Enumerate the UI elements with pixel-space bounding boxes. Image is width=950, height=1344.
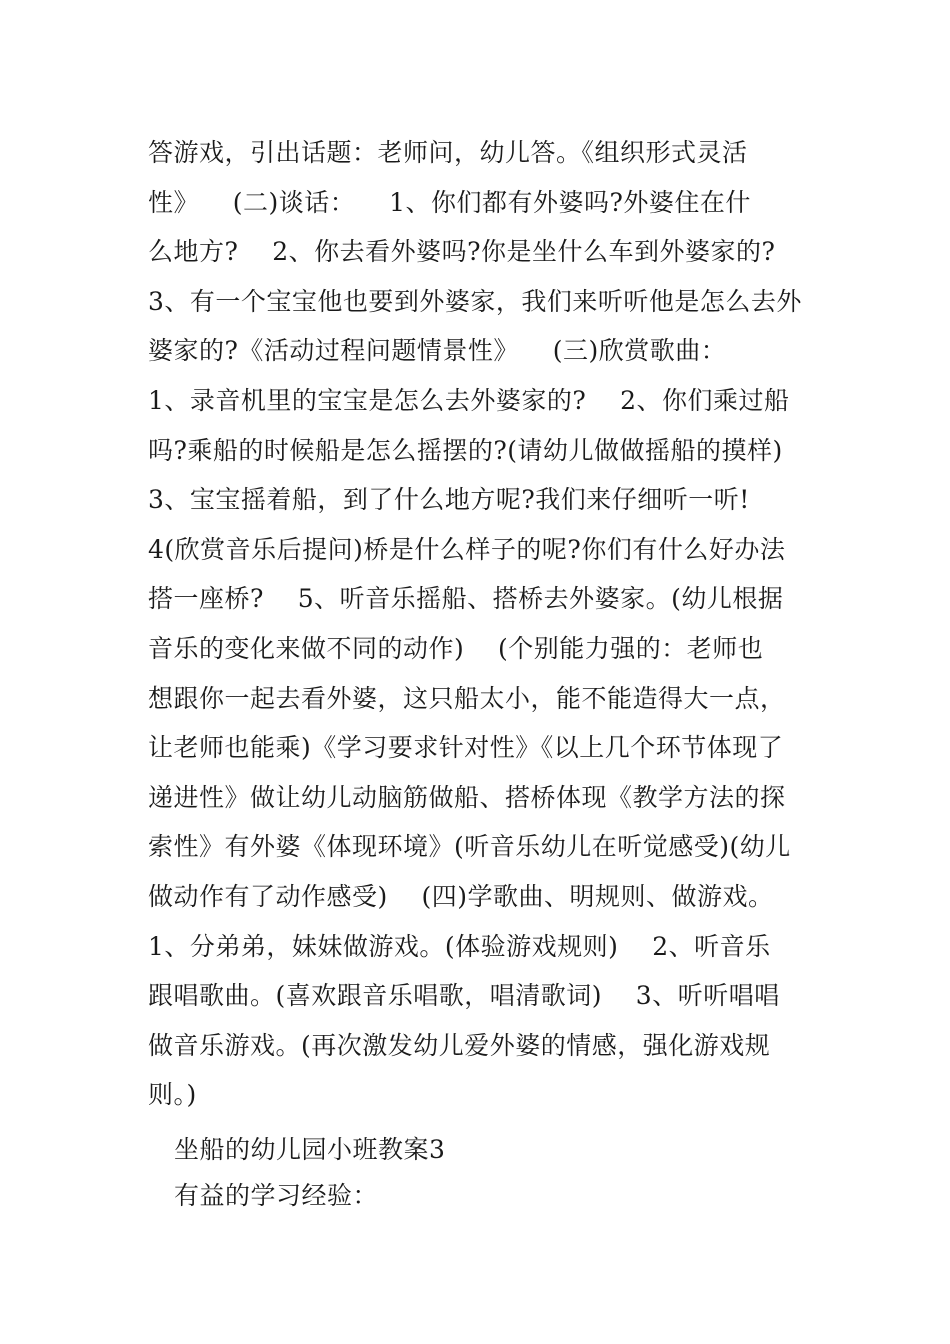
text-line: 3、有一个宝宝他也要到外婆家，我们来听听他是怎么去外 bbox=[148, 286, 802, 316]
text-line: 么地方? 2、你去看外婆吗?你是坐什么车到外婆家的? bbox=[148, 237, 776, 267]
text-line: 答游戏，引出话题：老师问，幼儿答。《组织形式灵活 bbox=[148, 138, 748, 167]
text-line: 音乐的变化来做不同的动作) (个别能力强的：老师也 bbox=[148, 633, 764, 663]
text-line: 做音乐游戏。(再次激发幼儿爱外婆的情感，强化游戏规 bbox=[148, 1030, 771, 1060]
text-line: 想跟你一起去看外婆，这只船太小，能不能造得大一点， bbox=[148, 683, 786, 713]
text-line: 搭一座桥? 5、听音乐摇船、搭桥去外婆家。(幼儿根据 bbox=[148, 584, 784, 614]
lesson-plan-body bbox=[148, 128, 808, 1120]
text-line: 1、分弟弟，妹妹做游戏。(体验游戏规则) 2、听音乐 bbox=[148, 931, 771, 961]
text-line: 让老师也能乘)《学习要求针对性》《以上几个环节体现了 bbox=[148, 733, 784, 763]
text-line: 1、录音机里的宝宝是怎么去外婆家的? 2、你们乘过船 bbox=[148, 385, 790, 415]
text-line: 索性》有外婆《体现环境》(听音乐幼儿在听觉感受)(幼儿 bbox=[148, 832, 791, 862]
text-line: 递进性》做让幼儿动脑筋做船、搭桥体现《教学方法的探 bbox=[148, 782, 786, 812]
text-line: 则。) bbox=[148, 1080, 197, 1110]
text-line: 3、宝宝摇着船，到了什么地方呢?我们来仔细听一听! bbox=[148, 485, 750, 515]
text-line: 4(欣赏音乐后提问)桥是什么样子的呢?你们有什么好办法 bbox=[148, 534, 786, 564]
text-line: 吗?乘船的时候船是怎么摇摆的?(请幼儿做做摇船的摸样) bbox=[148, 435, 783, 465]
text-line: 做动作有了动作感受) (四)学歌曲、明规则、做游戏。 bbox=[148, 881, 774, 911]
text-line: 婆家的?《活动过程问题情景性》 (三)欣赏歌曲： bbox=[148, 336, 727, 366]
text-line: 跟唱歌曲。(喜欢跟音乐唱歌，唱清歌词) 3、听听唱唱 bbox=[148, 981, 780, 1011]
section-title: 坐船的幼儿园小班教案3 bbox=[174, 1135, 446, 1164]
section-subtitle: 有益的学习经验： bbox=[174, 1181, 379, 1210]
text-line: 性》 (二)谈话： 1、你们都有外婆吗?外婆住在什 bbox=[148, 187, 751, 217]
